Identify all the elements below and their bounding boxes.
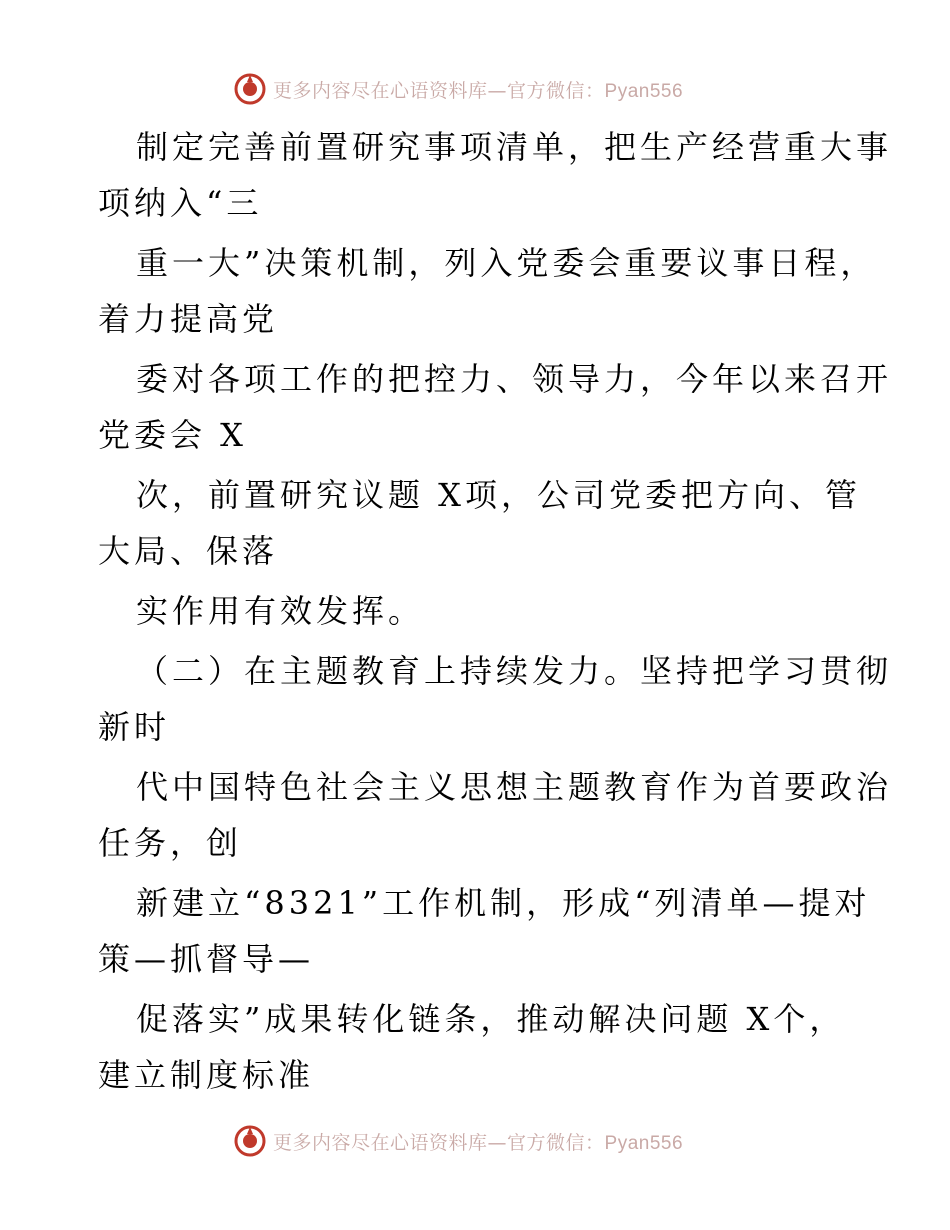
- watermark-logo-icon: [233, 1124, 267, 1158]
- text-line: 策—抓督导—: [98, 940, 315, 978]
- text-line: 着力提高党: [98, 300, 279, 338]
- text-line: 实作用有效发挥。: [136, 592, 425, 630]
- text-line: 制定完善前置研究事项清单，把生产经营重大事: [136, 128, 893, 166]
- text-line: 次，前置研究议题 X项，公司党委把方向、管: [136, 476, 861, 514]
- text-line: 新建立“8321”工作机制，形成“列清单—提对: [136, 884, 871, 922]
- watermark-text: 更多内容尽在心语资料库—官方微信：Pyan556: [273, 79, 684, 102]
- text-line: 促落实”成果转化链条，推动解决问题 X个，: [136, 1000, 846, 1038]
- watermark-logo-icon: [233, 72, 267, 106]
- text-line: 委对各项工作的把控力、领导力，今年以来召开: [136, 360, 893, 398]
- text-line: 重一大”决策机制，列入党委会重要议事日程，: [136, 244, 877, 282]
- text-line: 新时: [98, 708, 171, 746]
- watermark-text: 更多内容尽在心语资料库—官方微信：Pyan556: [273, 1131, 684, 1154]
- text-line: 建立制度标准: [98, 1056, 315, 1094]
- watermark-id: Pyan556: [604, 1132, 684, 1154]
- text-line: 代中国特色社会主义思想主题教育作为首要政治: [136, 768, 893, 806]
- text-line: 任务，创: [98, 824, 243, 862]
- watermark-id: Pyan556: [604, 80, 684, 102]
- text-line: 项纳入“三: [98, 184, 263, 222]
- footer-watermark: [233, 1123, 683, 1159]
- text-line: 大局、保落: [98, 532, 279, 570]
- text-line: 党委会 X: [98, 416, 247, 454]
- header-watermark: [233, 71, 683, 107]
- text-line: （二）在主题教育上持续发力。坚持把学习贯彻: [136, 652, 893, 690]
